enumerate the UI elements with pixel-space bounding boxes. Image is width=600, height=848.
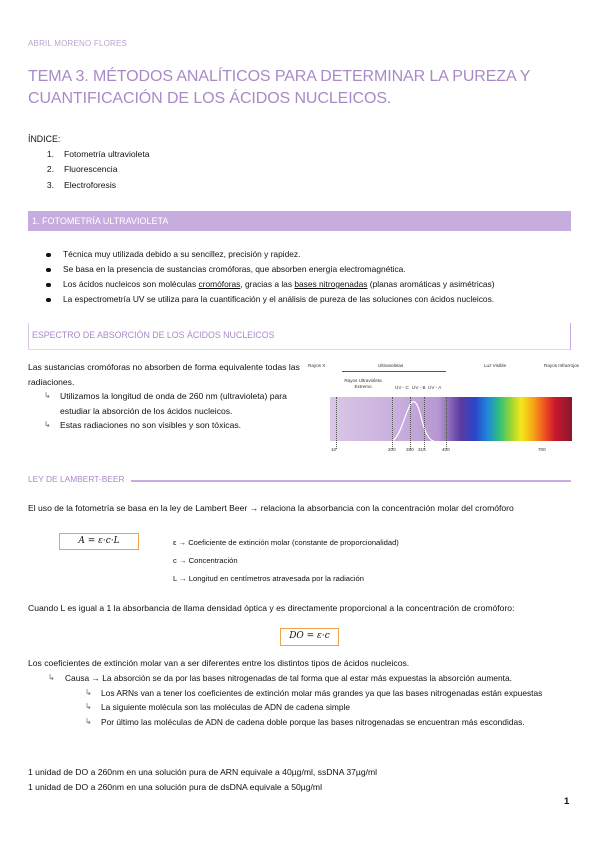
text-fragment: (planas aromáticas y asimétricas)	[367, 279, 495, 289]
absorption-curve	[330, 397, 572, 441]
tick-label: 400	[442, 447, 450, 452]
tick-label: 10	[331, 447, 337, 452]
causa-subitem-text: La siguiente molécula son las moléculas de ADN de cadena simple	[101, 702, 351, 712]
section-heading-uv: 1. FOTOMETRÍA ULTRAVIOLETA	[28, 211, 571, 231]
formula-definitions	[173, 534, 399, 588]
index-label: Electroforesis	[64, 179, 117, 190]
underlined-term: cromóforas	[198, 279, 241, 289]
section-heading-lambert-beer	[28, 473, 571, 485]
definition-c: c → Concentración	[173, 556, 238, 565]
label-uvc: UV - C	[395, 385, 409, 390]
label-luz-visible: Luz Visible	[484, 363, 507, 368]
index-item	[28, 178, 150, 194]
formula-lambert-beer: A = ε·c·L	[59, 533, 139, 550]
absorption-peak-line	[392, 402, 434, 441]
equivalence-dsdna: 1 unidad de DO a 260nm en una solución pura de dsDNA equivale a 50µg/ml	[28, 782, 322, 792]
section-heading-spectrum	[28, 323, 571, 350]
lambert-heading-text: LEY DE LAMBERT-BEER	[28, 474, 125, 484]
index-number: 2.	[46, 164, 54, 175]
definition-l: L → Longitud en centímetros atravesada por la radiación	[173, 574, 364, 583]
tick-line	[446, 397, 447, 449]
spectrum-intro: Las sustancias cromóforas no absorben de forma equivalente todas las radiaciones.	[28, 362, 300, 387]
index-label: Fluorescencia	[64, 164, 118, 175]
electromagnetic-spectrum-figure	[308, 359, 579, 456]
list-item: La espectrometría UV se utiliza para la cuantificación y el análisis de pureza de las soluciones con ácidos nucleicos.	[44, 292, 574, 307]
subitem-text: Utilizamos la longitud de onda de 260 nm (ultravioleta) para estudiar la absorción de los ácidos nucleicos.	[60, 391, 287, 416]
causa-subitem	[28, 686, 573, 701]
causa-subitem	[28, 700, 573, 715]
tick-label: 315	[418, 447, 426, 452]
causa-list	[28, 671, 573, 729]
list-item: Se basa en la presencia de sustancias cromóforas, que absorben energía electromagnética.	[44, 262, 574, 277]
causa-subitem	[28, 715, 573, 730]
index-list	[28, 147, 150, 194]
index-number: 3.	[46, 179, 54, 190]
subitem-text: Estas radiaciones no son visibles y son tóxicas.	[60, 420, 242, 430]
page-title: TEMA 3. MÉTODOS ANALÍTICOS PARA DETERMINAR LA PUREZA Y CUANTIFICACIÓN DE LOS ÁCIDOS NUCLEICOS.	[28, 68, 530, 107]
spectrum-subitem	[28, 389, 304, 418]
heading-underline	[131, 480, 571, 482]
underlined-term: bases nitrogenadas	[294, 279, 368, 289]
tick-label: 280	[406, 447, 414, 452]
return-arrow-icon: ↳	[85, 702, 92, 711]
index-label: Fotometría ultravioleta	[64, 148, 150, 159]
tick-line	[336, 397, 337, 449]
list-item: Técnica muy utilizada debido a su sencillez, precisión y rapidez.	[44, 247, 574, 262]
causa-subitem-text: Por último las moléculas de ADN de cadena doble porque las bases nitrogenadas se encuentran más escondidas.	[101, 716, 525, 727]
text-fragment: Los ácidos nucleicos son moléculas	[63, 279, 199, 289]
tick-line	[424, 397, 425, 449]
label-extremo: Rayos Ultravioleta Extremo	[344, 378, 382, 389]
spectrum-subitem	[28, 418, 304, 433]
page-number: 1	[564, 796, 570, 807]
return-arrow-icon: ↳	[44, 391, 51, 400]
author-name: ABRIL MORENO FLORES	[28, 39, 128, 48]
spectrum-heading-text: ESPECTRO DE ABSORCIÓN DE LOS ÁCIDOS NUCLEICOS	[32, 330, 275, 340]
return-arrow-icon: ↳	[44, 420, 51, 429]
definition-epsilon: ε → Coeficiente de extinción molar (constante de proporcionalidad)	[173, 538, 399, 547]
label-rayos-x: Rayos X	[308, 363, 326, 368]
label-uvb: UV - B	[412, 385, 426, 390]
uv-bracket	[342, 371, 446, 372]
tick-line	[392, 397, 393, 449]
tick-line	[410, 397, 411, 449]
tick-label: 200	[388, 447, 396, 452]
list-item	[44, 277, 574, 292]
return-arrow-icon: ↳	[85, 716, 92, 726]
index-item	[28, 147, 150, 163]
spectrum-text	[28, 360, 304, 433]
return-arrow-icon: ↳	[85, 687, 92, 697]
table-of-contents	[28, 133, 150, 193]
causa-text: Causa → La absorción se da por las bases nitrogenadas de tal forma que al estar más expuestas la absorción aumenta.	[65, 673, 512, 683]
causa-item	[28, 671, 573, 686]
uv-bullet-list	[44, 247, 574, 307]
text-fragment: , gracias a las	[240, 279, 295, 289]
index-number: 1.	[46, 148, 54, 159]
tick-label: 700	[538, 447, 546, 452]
label-ultravioleta: Ultravioletas	[378, 363, 404, 368]
causa-subitem-text: Los ARNs van a tener los coeficientes de extinción molar más grandes ya que las bases nitrogenadas están expuestas	[101, 687, 543, 698]
label-infrarrojos: Rayos Infrarrojos	[544, 363, 579, 368]
return-arrow-icon: ↳	[48, 673, 55, 682]
index-title: ÍNDICE:	[28, 134, 61, 144]
optical-density-paragraph: Cuando L es igual a 1 la absorbancia de llama densidad óptica y es directamente proporcional a la concentración de cromóforo:	[28, 603, 515, 613]
lambert-paragraph: El uso de la fotometría se basa en la ley de Lambert Beer → relaciona la absorbancia con la concentración molar del cromóforo	[28, 503, 514, 513]
extinction-paragraph: Los coeficientes de extinción molar van a ser diferentes entre los distintos tipos de ácidos nucleicos.	[28, 658, 410, 668]
index-item	[28, 162, 150, 178]
equivalence-rna: 1 unidad de DO a 260nm en una solución pura de ARN equivale a 40µg/ml, ssDNA 37µg/ml	[28, 767, 378, 777]
label-uva: UV - A	[428, 385, 442, 390]
formula-optical-density: DO = ε·c	[280, 628, 339, 646]
